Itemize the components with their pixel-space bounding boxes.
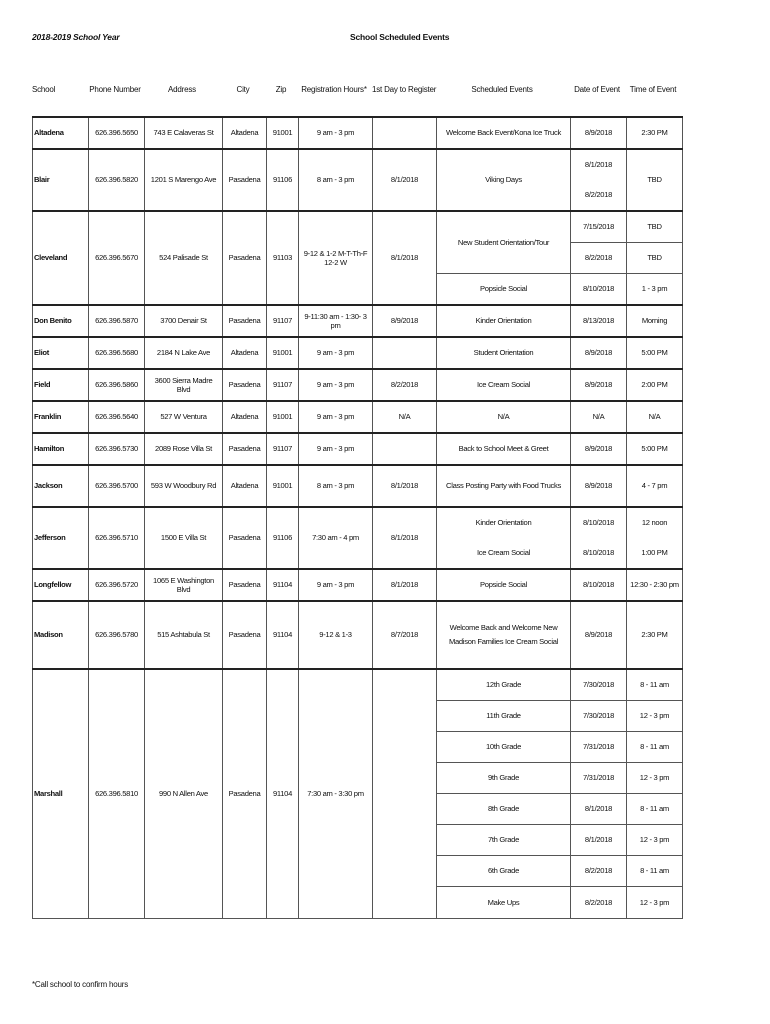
document-header <box>32 32 732 48</box>
address: 515 Ashtabula St <box>145 601 223 669</box>
table-row <box>33 117 683 149</box>
event-date: 8/10/2018 <box>571 538 627 569</box>
city: Pasadena <box>223 211 267 305</box>
phone-number: 626.396.5810 <box>89 669 145 919</box>
registration-hours: 7:30 am - 4 pm <box>299 507 373 569</box>
event-name: Welcome Back Event/Kona Ice Truck <box>437 117 571 149</box>
col-time-of-event: Time of Event <box>629 85 677 94</box>
first-day <box>373 117 437 149</box>
first-day: N/A <box>373 401 437 433</box>
col-city: City <box>236 85 250 94</box>
table-row <box>33 669 683 701</box>
event-date: 8/9/2018 <box>571 465 627 507</box>
event-date: 8/13/2018 <box>571 305 627 337</box>
event-date: 8/9/2018 <box>571 117 627 149</box>
phone-number: 626.396.5720 <box>89 569 145 601</box>
event-name: N/A <box>437 401 571 433</box>
phone-number: 626.396.5860 <box>89 369 145 401</box>
event-time: 5:00 PM <box>627 337 683 369</box>
phone-number: 626.396.5730 <box>89 433 145 465</box>
address: 1201 S Marengo Ave <box>145 149 223 211</box>
registration-hours: 9 am - 3 pm <box>299 369 373 401</box>
table-row <box>33 337 683 369</box>
event-time: 8 - 11 am <box>627 732 683 763</box>
school-name: Jefferson <box>33 507 89 569</box>
table-row <box>33 369 683 401</box>
school-name: Field <box>33 369 89 401</box>
city: Pasadena <box>223 601 267 669</box>
address: 2089 Rose Villa St <box>145 433 223 465</box>
first-day: 8/2/2018 <box>373 369 437 401</box>
event-date: 8/9/2018 <box>571 601 627 669</box>
event-name: Popsicle Social <box>437 274 571 306</box>
first-day <box>373 337 437 369</box>
table-row <box>33 211 683 243</box>
phone-number: 626.396.5870 <box>89 305 145 337</box>
event-date: 8/1/2018 <box>571 825 627 856</box>
column-headers <box>32 85 682 99</box>
event-date: 8/10/2018 <box>571 569 627 601</box>
registration-hours: 9-12 & 1-2 M-T-Th-F 12-2 W <box>299 211 373 305</box>
registration-hours: 7:30 am - 3:30 pm <box>299 669 373 919</box>
city: Altadena <box>223 337 267 369</box>
zip: 91104 <box>267 601 299 669</box>
registration-hours: 9 am - 3 pm <box>299 433 373 465</box>
zip: 91104 <box>267 669 299 919</box>
phone-number: 626.396.5710 <box>89 507 145 569</box>
first-day <box>373 433 437 465</box>
event-date: 8/2/2018 <box>571 887 627 919</box>
zip: 91107 <box>267 369 299 401</box>
event-time: 1 - 3 pm <box>627 274 683 306</box>
first-day <box>373 669 437 919</box>
event-time: Morning <box>627 305 683 337</box>
phone-number: 626.396.5640 <box>89 401 145 433</box>
event-date: 7/30/2018 <box>571 669 627 701</box>
table-row <box>33 507 683 538</box>
first-day: 8/7/2018 <box>373 601 437 669</box>
event-time: TBD <box>627 149 683 211</box>
city: Altadena <box>223 465 267 507</box>
col-date-of-event: Date of Event <box>574 85 620 94</box>
event-time: 5:00 PM <box>627 433 683 465</box>
event-time: 12:30 - 2:30 pm <box>627 569 683 601</box>
first-day: 8/1/2018 <box>373 569 437 601</box>
school-name: Madison <box>33 601 89 669</box>
table-row <box>33 433 683 465</box>
event-date: 7/30/2018 <box>571 701 627 732</box>
first-day: 8/9/2018 <box>373 305 437 337</box>
schedule-table <box>32 116 683 919</box>
col-first-day: 1st Day to Register <box>372 85 437 94</box>
event-name: 7th Grade <box>437 825 571 856</box>
zip: 91103 <box>267 211 299 305</box>
event-time: N/A <box>627 401 683 433</box>
zip: 91001 <box>267 117 299 149</box>
address: 527 W Ventura <box>145 401 223 433</box>
event-name: Kinder Orientation <box>437 507 571 538</box>
first-day: 8/1/2018 <box>373 149 437 211</box>
city: Altadena <box>223 117 267 149</box>
address: 3700 Denair St <box>145 305 223 337</box>
event-time: TBD <box>627 243 683 274</box>
city: Pasadena <box>223 149 267 211</box>
school-name: Altadena <box>33 117 89 149</box>
school-name: Marshall <box>33 669 89 919</box>
event-date: 7/31/2018 <box>571 763 627 794</box>
table-row <box>33 569 683 601</box>
table-row <box>33 149 683 180</box>
zip: 91106 <box>267 149 299 211</box>
col-scheduled-events: Scheduled Events <box>471 85 533 94</box>
event-date: 8/9/2018 <box>571 433 627 465</box>
table-row <box>33 465 683 507</box>
event-date: 8/10/2018 <box>571 507 627 538</box>
address: 3600 Sierra Madre Blvd <box>145 369 223 401</box>
phone-number: 626.396.5670 <box>89 211 145 305</box>
city: Pasadena <box>223 433 267 465</box>
event-date: 8/9/2018 <box>571 337 627 369</box>
registration-hours: 9 am - 3 pm <box>299 401 373 433</box>
event-time: 8 - 11 am <box>627 669 683 701</box>
col-phone: Phone Number <box>89 85 141 94</box>
address: 743 E Calaveras St <box>145 117 223 149</box>
school-name: Jackson <box>33 465 89 507</box>
event-date: 8/2/2018 <box>571 856 627 887</box>
zip: 91001 <box>267 337 299 369</box>
first-day: 8/1/2018 <box>373 211 437 305</box>
address: 1065 E Washington Blvd <box>145 569 223 601</box>
phone-number: 626.396.5820 <box>89 149 145 211</box>
event-date: 8/1/2018 <box>571 794 627 825</box>
event-time: 8 - 11 am <box>627 856 683 887</box>
zip: 91001 <box>267 465 299 507</box>
event-name: Ice Cream Social <box>437 369 571 401</box>
zip: 91104 <box>267 569 299 601</box>
address: 524 Palisade St <box>145 211 223 305</box>
registration-hours: 8 am - 3 pm <box>299 149 373 211</box>
event-time: 2:30 PM <box>627 117 683 149</box>
event-name: Viking Days <box>437 149 571 211</box>
event-name: Ice Cream Social <box>437 538 571 569</box>
event-time: 1:00 PM <box>627 538 683 569</box>
event-time: 12 - 3 pm <box>627 701 683 732</box>
event-name: 8th Grade <box>437 794 571 825</box>
event-name: Make Ups <box>437 887 571 919</box>
school-name: Franklin <box>33 401 89 433</box>
event-date: 8/10/2018 <box>571 274 627 306</box>
table-row <box>33 401 683 433</box>
event-date: 7/31/2018 <box>571 732 627 763</box>
table-row <box>33 601 683 669</box>
event-name: Class Posting Party with Food Trucks <box>437 465 571 507</box>
event-name: 10th Grade <box>437 732 571 763</box>
event-time: 12 - 3 pm <box>627 763 683 794</box>
event-time: 12 - 3 pm <box>627 825 683 856</box>
registration-hours: 9 am - 3 pm <box>299 569 373 601</box>
school-name: Blair <box>33 149 89 211</box>
col-zip: Zip <box>275 85 287 94</box>
address: 2184 N Lake Ave <box>145 337 223 369</box>
table-row <box>33 305 683 337</box>
event-date: 7/15/2018 <box>571 211 627 243</box>
zip: 91106 <box>267 507 299 569</box>
event-name: Welcome Back and Welcome New Madison Families Ice Cream Social <box>437 601 571 669</box>
event-time: 12 - 3 pm <box>627 887 683 919</box>
city: Pasadena <box>223 507 267 569</box>
zip: 91107 <box>267 305 299 337</box>
col-school: School <box>32 85 56 94</box>
address: 1500 E Villa St <box>145 507 223 569</box>
zip: 91001 <box>267 401 299 433</box>
event-name: 12th Grade <box>437 669 571 701</box>
event-date: 8/9/2018 <box>571 369 627 401</box>
school-name: Eliot <box>33 337 89 369</box>
city: Pasadena <box>223 669 267 919</box>
school-name: Cleveland <box>33 211 89 305</box>
first-day: 8/1/2018 <box>373 507 437 569</box>
city: Altadena <box>223 401 267 433</box>
event-name: Kinder Orientation <box>437 305 571 337</box>
event-time: 8 - 11 am <box>627 794 683 825</box>
address: 593 W Woodbury Rd <box>145 465 223 507</box>
city: Pasadena <box>223 305 267 337</box>
event-name: New Student Orientation/Tour <box>437 211 571 274</box>
registration-hours: 9-11:30 am - 1:30- 3 pm <box>299 305 373 337</box>
event-time: 2:30 PM <box>627 601 683 669</box>
phone-number: 626.396.5650 <box>89 117 145 149</box>
address: 990 N Allen Ave <box>145 669 223 919</box>
event-time: 12 noon <box>627 507 683 538</box>
event-name: Back to School Meet & Greet <box>437 433 571 465</box>
event-date: 8/2/2018 <box>571 243 627 274</box>
event-time: TBD <box>627 211 683 243</box>
page-title: School Scheduled Events <box>350 32 450 42</box>
event-name: 9th Grade <box>437 763 571 794</box>
school-name: Longfellow <box>33 569 89 601</box>
col-address: Address <box>168 85 196 94</box>
school-name: Hamilton <box>33 433 89 465</box>
first-day: 8/1/2018 <box>373 465 437 507</box>
event-date: 8/1/2018 <box>571 149 627 180</box>
city: Pasadena <box>223 569 267 601</box>
event-name: 11th Grade <box>437 701 571 732</box>
col-registration-hours: Registration Hours* <box>301 85 367 94</box>
registration-hours: 9-12 & 1-3 <box>299 601 373 669</box>
school-year-label: 2018-2019 School Year <box>32 32 120 42</box>
phone-number: 626.396.5700 <box>89 465 145 507</box>
zip: 91107 <box>267 433 299 465</box>
event-name: 6th Grade <box>437 856 571 887</box>
registration-hours: 9 am - 3 pm <box>299 117 373 149</box>
phone-number: 626.396.5780 <box>89 601 145 669</box>
school-name: Don Benito <box>33 305 89 337</box>
city: Pasadena <box>223 369 267 401</box>
event-date: 8/2/2018 <box>571 180 627 211</box>
event-time: 2:00 PM <box>627 369 683 401</box>
phone-number: 626.396.5680 <box>89 337 145 369</box>
registration-hours: 9 am - 3 pm <box>299 337 373 369</box>
event-name: Student Orientation <box>437 337 571 369</box>
registration-hours: 8 am - 3 pm <box>299 465 373 507</box>
event-time: 4 - 7 pm <box>627 465 683 507</box>
event-name: Popsicle Social <box>437 569 571 601</box>
event-date: N/A <box>571 401 627 433</box>
footnote: *Call school to confirm hours <box>32 980 129 989</box>
